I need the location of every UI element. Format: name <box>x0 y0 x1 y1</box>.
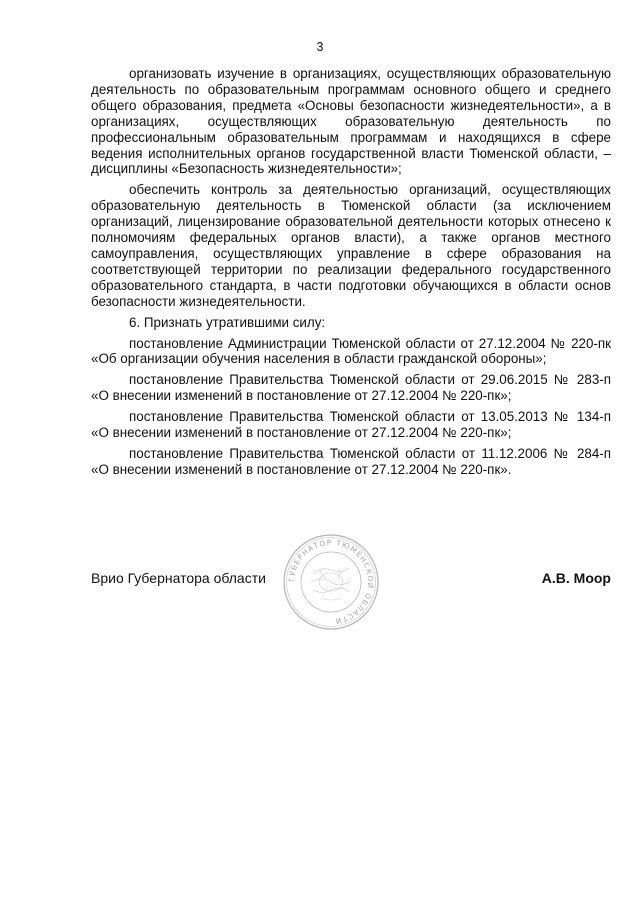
paragraph-organize-study: организовать изучение в организациях, осуществляющих образовательную деятельность по образовательным программам основного общего и среднего общего образования, предмета «Основы безопасности жизнедеятельности», а в организациях, осуществляющих образовательную деятельность по профессиональным образовательным программам и находящихся в сфере ведения исполнительных органов государственной власти Тюменской области, – дисциплины «Безопасность жизнедеятельности»; <box>91 66 611 177</box>
signatory-title: Врио Губернатора области <box>91 570 266 586</box>
paragraph-item-6-heading: 6. Признать утратившими силу: <box>129 314 326 330</box>
paragraph-repealed-act-4: постановление Правительства Тюменской области от 11.12.2006 № 284-п «О внесении изменений в постановление от 27.12.2004 № 220-пк». <box>91 445 611 477</box>
paragraph-repealed-act-2: постановление Правительства Тюменской области от 29.06.2015 № 283-п «О внесении изменений в постановление от 27.12.2004 № 220-пк»; <box>91 372 611 404</box>
signature-block <box>91 570 611 590</box>
paragraph-ensure-control: обеспечить контроль за деятельностью организаций, осуществляющих образовательную деятельность в Тюменской области (за исключением организаций, лицензирование образовательной деятельности которых отнесено к полномочиям федеральных органов власти), а также органов местного самоуправления, осуществляющих управление в сфере образования на соответствующей территории по реализации федерального государственного образовательного стандарта, в части подготовки обучающихся в области основ безопасности жизнедеятельности. <box>91 182 611 309</box>
page-number: 3 <box>316 40 324 54</box>
signatory-name: А.В. Моор <box>541 570 611 586</box>
document-body <box>91 66 611 483</box>
paragraph-repealed-act-1: постановление Администрации Тюменской области от 27.12.2004 № 220-пк «Об организации обучения населения в области гражданской обороны»; <box>91 335 611 367</box>
svg-text:ГУБЕРНАТОР ТЮМЕНСКОЙ ОБЛАСТИ: ГУБЕРНАТОР ТЮМЕНСКОЙ ОБЛАСТИ <box>286 537 376 626</box>
paragraph-repealed-act-3: постановление Правительства Тюменской области от 13.05.2013 № 134-п «О внесении изменений в постановление от 27.12.2004 № 220-пк»; <box>91 409 611 441</box>
